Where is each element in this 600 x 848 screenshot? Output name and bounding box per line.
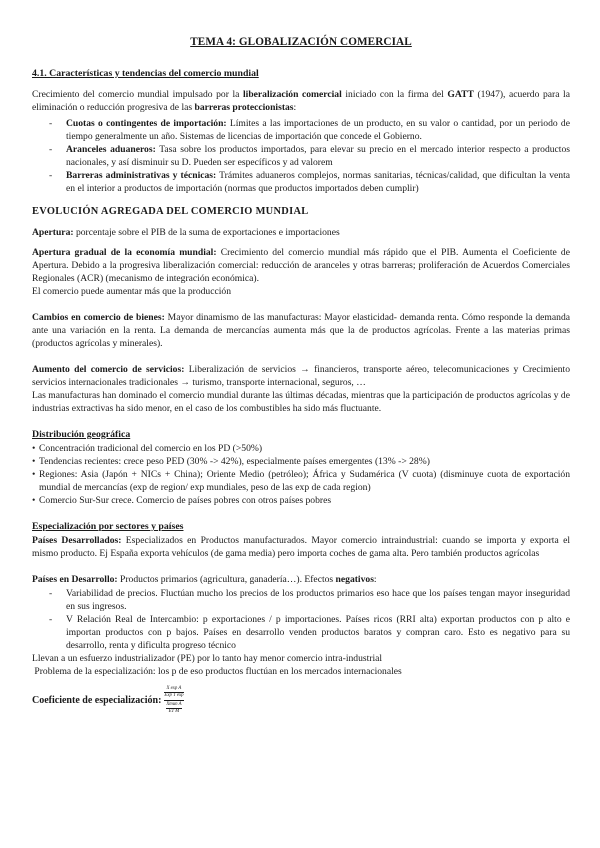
servicios-paragraph: Aumento del comercio de servicios: Liberalización de servicios → financieros, transporte aéreo, telecomunicaciones y Crecimiento servicios internacionales tradicionales → turismo, transporte internacional, seguros, …	[32, 364, 570, 388]
page-title: TEMA 4: GLOBALIZACIÓN COMERCIAL	[190, 36, 412, 48]
ped-paragraph: Países en Desarrollo: Productos primarios (agricultura, ganadería…). Efectos negativos:	[32, 574, 377, 585]
bienes-paragraph: Cambios en comercio de bienes: Mayor dinamismo de las manufacturas: Mayor elasticidad- demanda renta. Cómo responde la demanda ante una variación en la renta. La demanda de mercancías aumenta más que la de productos agrícolas. Frente a las materias primas (productos agrícolas y minerales).	[32, 312, 571, 349]
list-item: • Comercio Sur-Sur crece. Comercio de países pobres con otros países pobres	[32, 494, 570, 507]
list-item: - Barreras administrativas y técnicas: Trámites aduaneros complejos, normas sanitarias, técnicas/calidad, que dificultan la venta en el interior a productos de importación (normas que productos importados deben cumplir)	[32, 169, 570, 195]
list-item: • Tendencias recientes: crece peso PED (30% -> 42%), especialmente países emergentes (13% -> 28%)	[32, 455, 570, 468]
manufacturas-paragraph: Las manufacturas han dominado el comercio mundial durante las últimas décadas, mientras que la participación de productos agrícolas y de industrias extractivas ha sido menor, en el caso de los combustibles ha sido más fluctuante.	[32, 390, 570, 414]
section-heading-geografica: Distribución geográfica	[32, 429, 131, 440]
list-item: - Variabilidad de precios. Fluctúan mucho los precios de los productos primarios eso hace que los países tengan mayor inseguridad en sus ingresos.	[32, 587, 570, 613]
section-heading-evolucion: EVOLUCIÓN AGREGADA DEL COMERCIO MUNDIAL	[32, 206, 309, 217]
problema-line: Problema de la especialización: los p de eso productos fluctúan en los mercados internacionales	[32, 666, 402, 677]
document-page	[32, 36, 570, 715]
pd-paragraph: Países Desarrollados: Especializados en Productos manufacturados. Mayor comercio intraindustrial: cuando se importa y exporta el mismo producto. Ej España exporta vehículos (de gama media) pero importa coches de gama alta. Pero también productos agrícolas	[32, 535, 570, 559]
geo-list	[32, 442, 570, 507]
intro-paragraph: Crecimiento del comercio mundial impulsado por la liberalización comercial iniciado con la firma del GATT (1947), acuerdo para la eliminación o reducción progresiva de las barreras proteccionistas:	[32, 89, 570, 113]
section-heading-especializacion: Especialización por sectores y países	[32, 521, 184, 532]
barriers-list	[32, 117, 570, 195]
list-item: • Regiones: Asia (Japón + NICs + China); Oriente Medio (petróleo); África y Sudamérica (V cuota) (disminuye cuota de exportación mundial de mercancías (exp de region/ exp mundiales, peso de las exp de cada region)	[32, 468, 570, 494]
apertura-gradual-paragraph: Apertura gradual de la economía mundial: Crecimiento del comercio mundial más rápido que el PIB. Aumenta el Coeficiente de Apertura. Debido a la progresiva liberalización comercial: reducción de aranceles y otras barreras; proliferación de Acuerdos Comerciales Regionales (ACR) (mecanismo de integración económica).	[32, 247, 570, 284]
list-item: - Aranceles aduaneros: Tasa sobre los productos importados, para elevar su precio en el mercado interior respecto a productos nacionales, y así disminuir su D. Pueden ser específicos y ad valorem	[32, 143, 570, 169]
coef-main-bar	[164, 700, 183, 701]
coef-denominator: Xmun A ET M	[166, 702, 182, 714]
list-item: - V Relación Real de Intercambio: p exportaciones / p importaciones. Países ricos (RRI alta) exportan productos con p alto e importan productos con p bajos. Países en desarrollo venden productos baratos y compran caro. Esto es negativo para su desarrollo, renta y dificulta progreso técnico	[32, 613, 570, 652]
apertura-gradual-line: El comercio puede aumentar más que la producción	[32, 286, 231, 297]
apertura-paragraph: Apertura: porcentaje sobre el PIB de la suma de exportaciones e importaciones	[32, 227, 340, 238]
coef-label: Coeficiente de especialización:	[32, 695, 162, 706]
list-item: • Concentración tradicional del comercio en los PD (>50%)	[32, 442, 570, 455]
coef-numerator: X exp A Exp T exp	[164, 686, 184, 698]
section-heading-4-1: 4.1. Características y tendencias del comercio mundial	[32, 68, 259, 79]
coeficiente-especializacion	[32, 686, 570, 715]
list-item: - Cuotas o contingentes de importación: Límites a las importaciones de un producto, en su valor o cantidad, por un periodo de tiempo generalmente un año. Sistemas de licencias de importación que concede el Gobierno.	[32, 117, 570, 143]
ped-effects-list	[32, 587, 570, 652]
industrializador-line: Llevan a un esfuerzo industrializador (PE) por lo tanto hay menor comercio intra-industrial	[32, 653, 383, 664]
coef-formula	[164, 686, 183, 715]
